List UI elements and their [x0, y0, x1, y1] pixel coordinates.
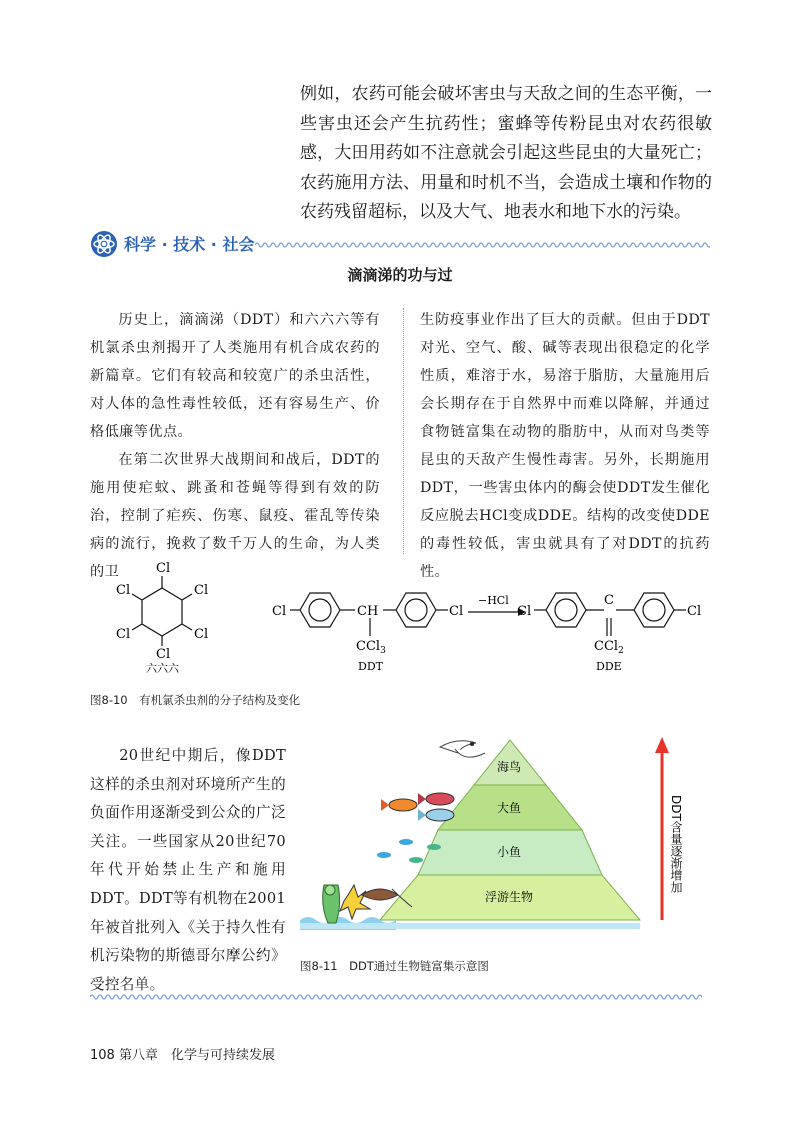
- chem-label: Cl: [116, 583, 131, 598]
- paragraph-text: 20世纪中期后，像DDT这样的杀虫剂对环境所产生的负面作用逐渐受到公众的广泛关注。一些国家从20世纪70年代开始禁止生产和施用DDT。DDT等有机物在2001年被首批列入《关于持久性有机污染物的斯德哥尔摩公约》受控名单。: [90, 747, 286, 993]
- chapter-title: 第八章 化学与可持续发展: [118, 1048, 275, 1063]
- chem-label: C: [604, 593, 614, 608]
- ddt-increase-label: DDT含量逐渐增加: [669, 795, 683, 893]
- wave-divider: [255, 240, 710, 250]
- chem-label: CCl$_3$: [356, 639, 386, 656]
- pyramid-label: 海鸟: [497, 760, 522, 774]
- section-title: 科学 · 技术 · 社会: [124, 235, 255, 254]
- chem-label: Cl: [156, 561, 171, 576]
- hex-label: 六六六: [146, 662, 179, 675]
- bottom-wave-divider: [90, 992, 702, 1002]
- chem-label: Cl: [194, 627, 209, 642]
- chem-label: Cl: [194, 583, 209, 598]
- article-paragraph: 生防疫事业作出了巨大的贡献。但由于DDT对光、空气、酸、碱等表现出很稳定的化学性质，难溶于水，易溶于脂肪，大量施用后会长期存在于自然界中而难以降解，并通过食物链富集在动物的脂肪中，从而对鸟类等昆虫的天敌产生慢性毒害。另外，长期施用DDT，一些害虫体内的酶会使DDT发生催化反应脱去HCl变成DDE。结构的改变使DDE的毒性较低，害虫就具有了对DDT的抗药性。: [420, 312, 710, 580]
- chem-label: Cl: [517, 604, 532, 619]
- article-column-left: [90, 306, 380, 586]
- article-title: 滴滴涕的功与过: [347, 266, 453, 284]
- big-fish-icon: [381, 793, 454, 821]
- section-header: [90, 230, 710, 264]
- body-paragraph: [90, 742, 286, 999]
- chem-label: Cl: [687, 604, 702, 619]
- water-surface: [300, 923, 640, 929]
- ddt-increase-arrowhead: [655, 737, 669, 753]
- atom-icon: [90, 230, 118, 258]
- chem-label: Cl: [116, 627, 131, 642]
- figure-8-11: [300, 735, 700, 950]
- page-footer: [90, 1044, 275, 1063]
- article-paragraph: 历史上，滴滴涕（DDT）和六六六等有机氯杀虫剂揭开了人类施用有机合成农药的新篇章。它们有较高和较宽广的杀虫活性，对人体的急性毒性较低，还有容易生产、价格低廉等优点。: [90, 312, 380, 440]
- chem-label: CCl$_2$: [594, 639, 624, 656]
- figure-8-11-caption: 图8-11 DDT通过生物链富集示意图: [300, 959, 489, 973]
- figure-8-10-caption: 图8-10 有机氯杀虫剂的分子结构及变化: [90, 693, 301, 707]
- chem-label: Cl: [156, 647, 171, 662]
- chem-label: Cl: [272, 604, 287, 619]
- page-number: 108: [90, 1048, 115, 1063]
- reaction-label: −HCl: [478, 594, 509, 607]
- pyramid-label: 浮游生物: [485, 890, 534, 904]
- pyramid-label: 小鱼: [497, 845, 522, 859]
- figure-8-10: [90, 560, 720, 685]
- chem-label: CH: [357, 604, 379, 619]
- ddt-label: DDT: [358, 660, 383, 673]
- column-divider: [403, 308, 404, 554]
- pyramid-label: 大鱼: [497, 801, 522, 815]
- article-paragraph: 在第二次世界大战期间和战后，DDT的施用使疟蚊、跳蚤和苍蝇等得到有效的防治，控制了疟疾、伤寒、鼠疫、霍乱等传染病的流行，挽救了数千万人的生命，为人类的卫: [90, 452, 380, 580]
- chem-label: Cl: [449, 604, 464, 619]
- hexachlorocyclohexane-structure: [132, 576, 192, 646]
- article-column-right: [420, 306, 710, 586]
- seabird-icon: [440, 741, 485, 757]
- intro-paragraph: 例如，农药可能会破坏害虫与天敌之间的生态平衡，一些害虫还会产生抗药性；蜜蜂等传粉昆虫对农药很敏感，大田用药如不注意就会引起这些昆虫的大量死亡；农药施用方法、用量和时机不当，会造成土壤和作物的农药残留超标，以及大气、地表水和地下水的污染。: [300, 84, 712, 222]
- dde-label: DDE: [596, 660, 622, 673]
